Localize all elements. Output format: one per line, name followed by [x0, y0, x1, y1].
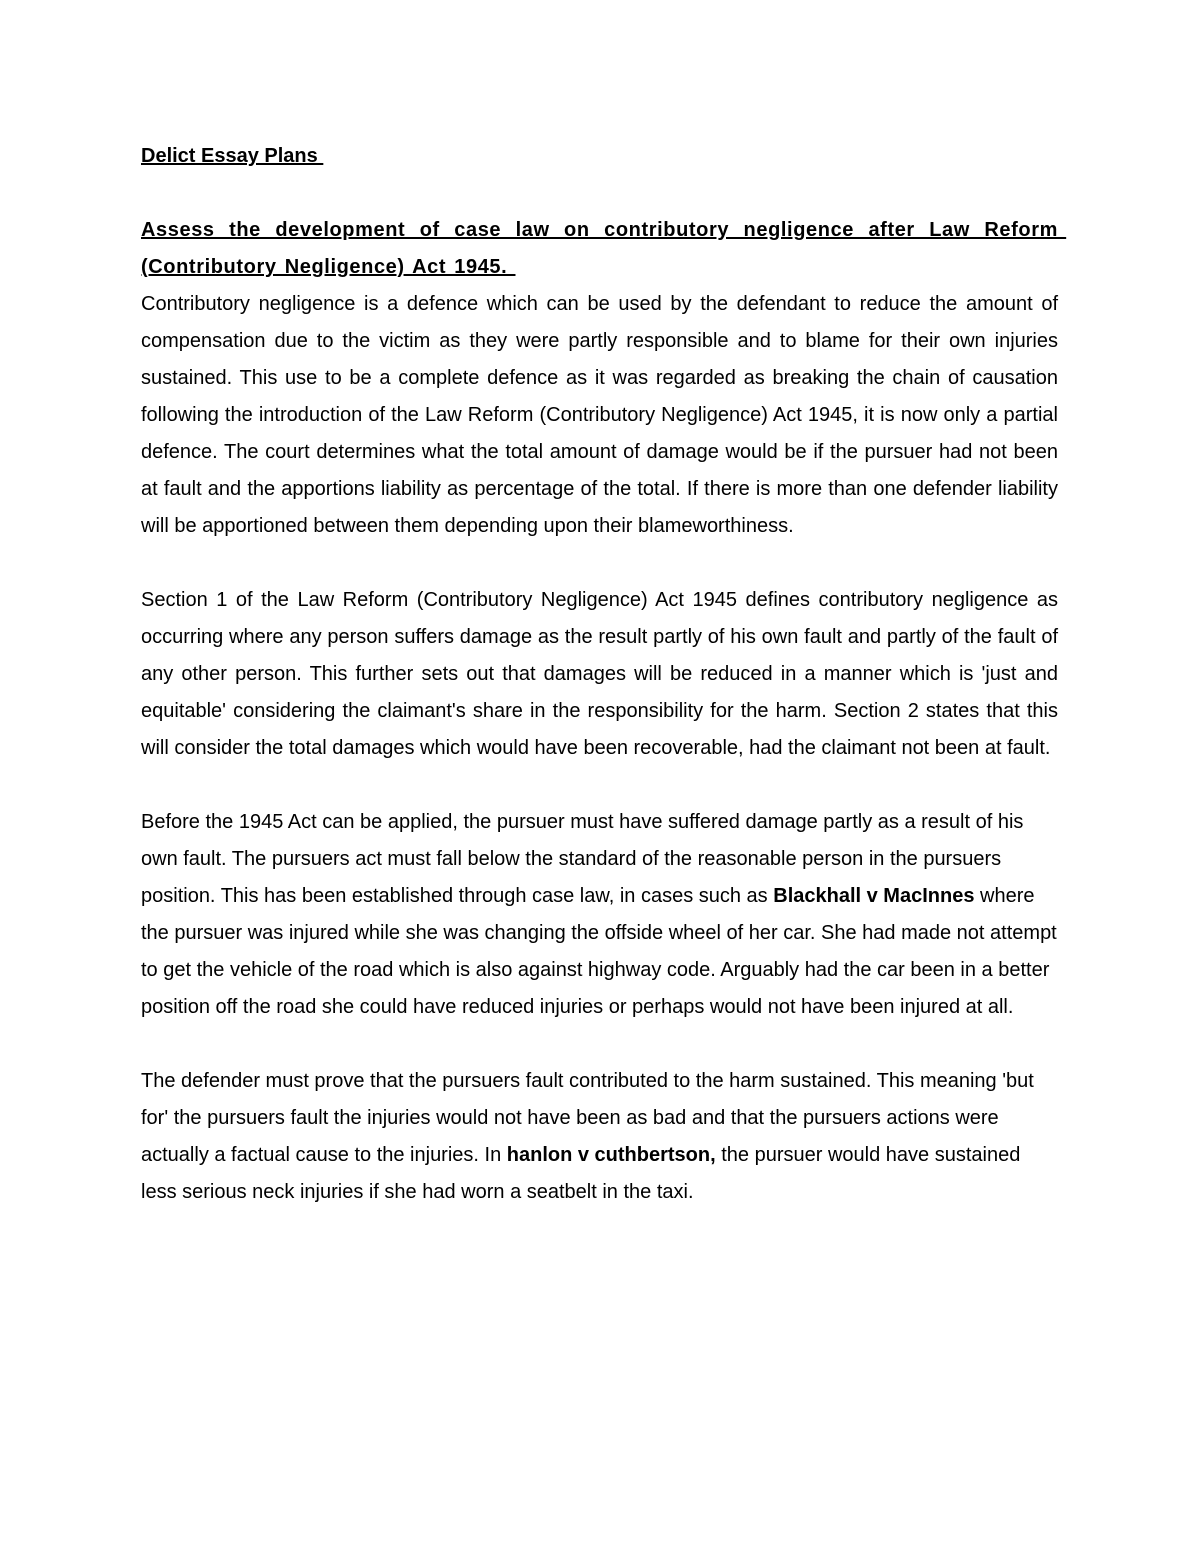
paragraph-text: The defender must prove that the pursuers fault contributed to the harm sustained. This meaning 'but for' the pursuers fault the injuries would not have been as bad and that the pursuers actions were actually a factual cause to the injuries. In: [141, 1070, 1034, 1166]
paragraph-intro: Contributory negligence is a defence which can be used by the defendant to reduce the amount of compensation due to the victim as they were partly responsible and to blame for their own injuries sustained. This use to be a complete defence as it was regarded as breaking the chain of causation following the introduction of the Law Reform (Contributory Negligence) Act 1945, it is now only a partial defence. The court determines what the total amount of damage would be if the pursuer had not been at fault and the apportions liability as percentage of the total. If there is more than one defender liability will be apportioned between them depending upon their blameworthiness.: [141, 293, 1058, 537]
document-title: Delict Essay Plans: [141, 145, 324, 167]
paragraph-text: where the pursuer was injured while she was changing the offside wheel of her car. She had made not attempt to get the vehicle of the road which is also against highway code. Arguably had the car been in a better position off the road she could have reduced injuries or perhaps would not have been injured at all.: [141, 885, 1057, 1018]
paragraph-causation: [141, 1063, 1058, 1211]
paragraph-text: the pursuer would have sustained less serious neck injuries if she had worn a seatbelt in the taxi.: [141, 1144, 1021, 1203]
blank-line: [141, 1026, 1058, 1063]
blank-line: [141, 545, 1058, 582]
paragraph-section-1: Section 1 of the Law Reform (Contributory Negligence) Act 1945 defines contributory negligence as occurring where any person suffers damage as the result partly of his own fault and partly of the fault of any other person. This further sets out that damages will be reduced in a manner which is 'just and equitable' considering the claimant's share in the responsibility for the harm. Section 2 states that this will consider the total damages which would have been recoverable, had the claimant not been at fault.: [141, 589, 1058, 759]
essay-question: Assess the development of case law on contributory negligence after Law Reform (Contributory Negligence) Act 1945.: [141, 219, 1067, 278]
blank-line: [141, 175, 1058, 212]
paragraph-fault-requirement: [141, 804, 1058, 1026]
case-name-blackhall: Blackhall v MacInnes: [773, 885, 975, 907]
paragraph-text: Before the 1945 Act can be applied, the pursuer must have suffered damage partly as a result of his own fault. The pursuers act must fall below the standard of the reasonable person in the pursuers position. This has been established through case law, in cases such as: [141, 811, 1024, 907]
blank-line: [141, 767, 1058, 804]
document-body: [141, 138, 1067, 1211]
case-name-hanlon: hanlon v cuthbertson,: [506, 1144, 716, 1166]
